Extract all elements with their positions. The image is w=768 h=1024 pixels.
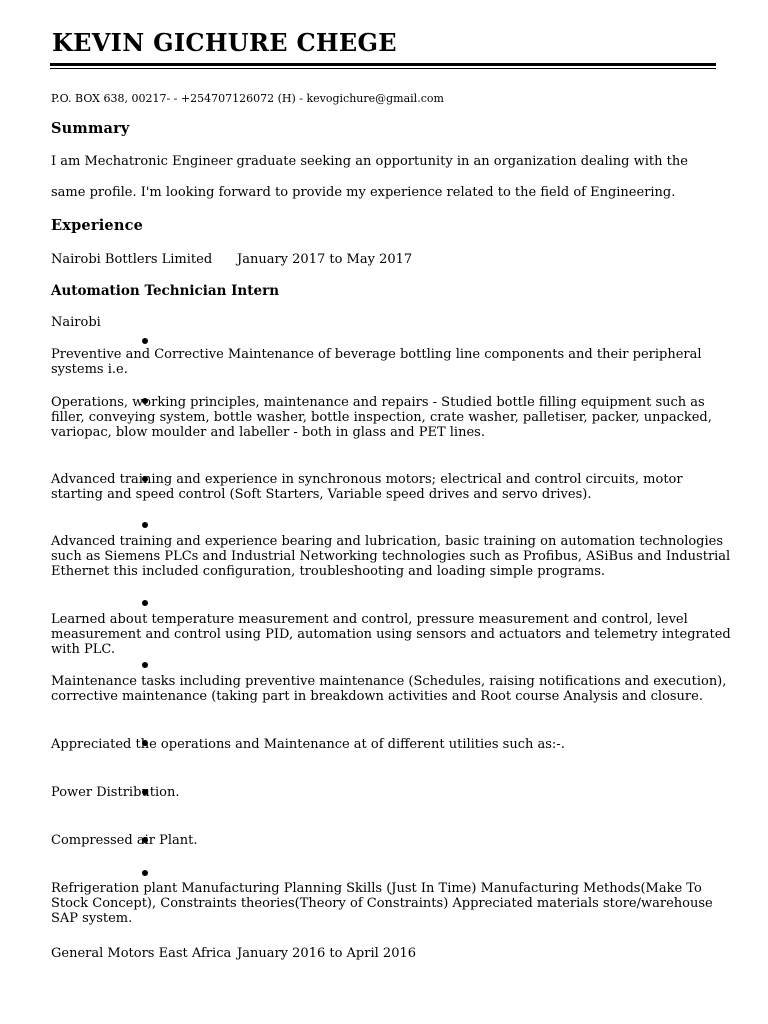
contact-info: P.O. BOX 638, 00217- - +254707126072 (H) - kevogichure@gmail.com <box>51 92 444 105</box>
job2-company: General Motors East Africa <box>51 946 232 961</box>
summary-line-1: I am Mechatronic Engineer graduate seeking an opportunity in an organization dealing with the <box>51 154 688 169</box>
bullet-text: Learned about temperature measurement and control, pressure measurement and control, level measurement and control using PID, automation using sensors and actuators and telemetry integrated with PLC. <box>51 612 731 657</box>
job1-location: Nairobi <box>51 315 101 330</box>
summary-line-2: same profile. I'm looking forward to provide my experience related to the field of Engineering. <box>51 185 676 200</box>
job1-dates: January 2017 to May 2017 <box>237 252 413 267</box>
bullet-text: Refrigeration plant Manufacturing Planning Skills (Just In Time) Manufacturing Methods(Make To Stock Concept), Constraints theories(Theory of Constraints) Appreciated materials store/warehouse SAP system. <box>51 881 713 926</box>
bullet-text: Compressed air Plant. <box>51 833 198 848</box>
experience-heading: Experience <box>51 217 144 234</box>
bullet-dot <box>142 662 148 668</box>
header-rule-thin <box>50 68 716 69</box>
header-rule-thick <box>50 63 716 66</box>
bullet-text: Operations, working principles, maintenance and repairs - Studied bottle filling equipment such as filler, conveying system, bottle washer, bottle inspection, crate washer, palletiser, packer, unpacked, variopac, blow moulder and labeller - both in glass and PET lines. <box>51 395 712 440</box>
bullet-dot <box>142 522 148 528</box>
bullet-text: Advanced training and experience bearing and lubrication, basic training on automation technologies such as Siemens PLCs and Industrial Networking technologies such as Profibus, ASiBus and Industrial Ethernet this included configuration, troubleshooting and loading simple programs. <box>51 534 731 579</box>
bullet-text: Maintenance tasks including preventive maintenance (Schedules, raising notifications and execution), corrective maintenance (taking part in breakdown activities and Root course Analysis and closure. <box>51 674 727 704</box>
bullet-text: Power Distribution. <box>51 785 180 800</box>
bullet-text: Appreciated the operations and Maintenance at of different utilities such as:-. <box>51 737 565 752</box>
bullet-text: Advanced training and experience in synchronous motors; electrical and control circuits, motor starting and speed control (Soft Starters, Variable speed drives and servo drives). <box>51 472 683 502</box>
bullet-dot <box>142 870 148 876</box>
bullet-text: Preventive and Corrective Maintenance of beverage bottling line components and their peripheral systems i.e. <box>51 347 702 377</box>
summary-heading: Summary <box>51 120 130 137</box>
resume-name: KEVIN GICHURE CHEGE <box>52 28 397 57</box>
bullet-dot <box>142 338 148 344</box>
job1-title: Automation Technician Intern <box>51 283 280 299</box>
bullet-dot <box>142 600 148 606</box>
job2-dates: January 2016 to April 2016 <box>237 946 417 961</box>
job1-company: Nairobi Bottlers Limited <box>51 252 213 267</box>
